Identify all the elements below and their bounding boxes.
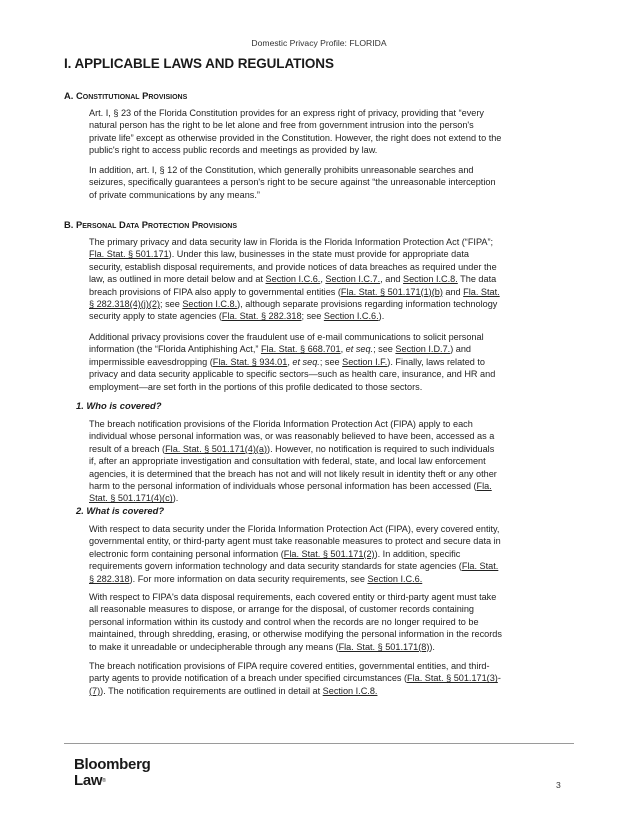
text-run: ). However, no notification is required to such individuals bbox=[267, 443, 495, 454]
text-line bbox=[89, 685, 565, 697]
citation-link[interactable]: Fla. Stat. § 501.171(4)(a) bbox=[165, 443, 268, 454]
text-run: ). bbox=[429, 641, 435, 652]
text-run: information (the “Florida Antiphishing Act,” bbox=[89, 344, 261, 355]
text-run: ; see bbox=[301, 311, 324, 322]
text-run: law, as outlined in more detail below and at bbox=[89, 274, 266, 285]
citation-link[interactable]: Section I.C.8. bbox=[322, 685, 378, 696]
paragraph-breach-notification bbox=[89, 660, 565, 697]
paragraph-data-disposal bbox=[89, 591, 565, 653]
text-run: Additional privacy provisions cover the fraudulent use of e-mail communications to solicit personal bbox=[89, 332, 484, 342]
citation-link[interactable]: Fla. Stat. § 501.171(3) bbox=[407, 673, 498, 684]
text-run: employment—are set forth in the portions of this profile dedicated to those sectors. bbox=[89, 381, 423, 392]
text-run: security, establish disposal requirements, and provide notices of data breaches as required under the bbox=[89, 261, 497, 272]
text-line bbox=[89, 591, 565, 603]
citation-link[interactable]: Fla. Stat. § 668.701 bbox=[260, 344, 341, 355]
heading-who-is-covered: 1. Who is covered? bbox=[76, 400, 162, 411]
text-run: - bbox=[497, 673, 501, 684]
text-line bbox=[89, 573, 565, 585]
text-run: With respect to FIPA's data disposal requirements, each covered entity or third-party agent must take bbox=[89, 592, 497, 602]
text-run: In addition, art. I, § 12 of the Constitution, which generally prohibits unreasonable searches and bbox=[89, 165, 474, 175]
heading-constitutional-provisions: A. Constitutional Provisions bbox=[64, 90, 188, 101]
text-line bbox=[89, 628, 565, 640]
text-line bbox=[89, 164, 565, 176]
text-line bbox=[89, 119, 565, 131]
italic-text: et seq. bbox=[345, 344, 374, 355]
text-line bbox=[89, 523, 565, 535]
text-run: ). For more information on data security requirements, see bbox=[129, 573, 368, 584]
text-run: , bbox=[340, 344, 346, 355]
text-line bbox=[89, 273, 565, 285]
text-run: , bbox=[320, 274, 326, 285]
text-line bbox=[89, 298, 565, 310]
text-run: private life” except as otherwise provided in the Constitution. However, the right does not extend to the bbox=[89, 132, 502, 143]
text-run: seizures, specifically guarantees a person's right to be secure against “the unreasonable interception bbox=[89, 177, 496, 188]
text-run: harm to the personal information of individuals whose personal information has been accessed ( bbox=[89, 481, 477, 492]
citation-link[interactable]: Fla. Stat. § 501.171(2) bbox=[283, 548, 375, 559]
text-run: ). The notification requirements are outlined in detail at bbox=[100, 685, 323, 696]
text-line bbox=[89, 480, 565, 492]
text-run: ). bbox=[172, 493, 179, 504]
text-line bbox=[89, 132, 565, 144]
citation-link[interactable]: Fla. Stat. § 934.01 bbox=[212, 356, 288, 367]
text-run: The primary privacy and data security law in Florida is the Florida Information Protection Act (“FIPA”; bbox=[89, 237, 494, 247]
text-line bbox=[89, 418, 565, 430]
citation-link[interactable]: Fla. Stat. bbox=[461, 561, 499, 572]
text-line bbox=[89, 430, 565, 442]
citation-link[interactable]: Stat. § 501.171(4)(c) bbox=[89, 493, 173, 504]
text-run: ) and bbox=[450, 344, 471, 355]
paragraph-data-security bbox=[89, 523, 565, 585]
text-line bbox=[89, 455, 565, 467]
text-run: ; see bbox=[319, 356, 343, 367]
text-run: impermissible eavesdropping ( bbox=[89, 356, 213, 367]
text-run: ). In addition, specific bbox=[374, 548, 461, 559]
text-line bbox=[89, 381, 565, 393]
heading-what-is-covered: 2. What is covered? bbox=[76, 505, 165, 516]
text-line bbox=[89, 189, 565, 201]
text-line bbox=[89, 603, 565, 615]
text-line bbox=[89, 492, 565, 504]
bloomberg-law-logo bbox=[74, 757, 150, 789]
text-run: breach provisions of FIPA also apply to governmental entities ( bbox=[89, 286, 341, 297]
text-line bbox=[89, 672, 565, 684]
citation-link[interactable]: Fla. Stat. § 501.171(8) bbox=[338, 641, 430, 652]
citation-link[interactable]: Section I.C.6. bbox=[367, 573, 423, 584]
citation-link[interactable]: Section I.C.7. bbox=[325, 274, 381, 285]
text-run: ). bbox=[378, 311, 385, 322]
citation-link[interactable]: Section I.C.6. bbox=[265, 274, 321, 285]
text-line bbox=[89, 641, 565, 653]
text-run: ; see bbox=[160, 299, 183, 310]
citation-link[interactable]: Fla. Stat. § 501.171 bbox=[89, 249, 169, 260]
section-title: I. APPLICABLE LAWS AND REGULATIONS bbox=[64, 56, 334, 71]
citation-link[interactable]: Section I.C.8. bbox=[182, 299, 238, 310]
text-line bbox=[89, 236, 565, 248]
text-run: , and bbox=[380, 274, 404, 285]
citation-link[interactable]: Section I.C.6. bbox=[323, 311, 379, 322]
citation-link[interactable]: Section I.D.7. bbox=[395, 344, 451, 355]
text-line bbox=[89, 548, 565, 560]
paragraph-art-i-12 bbox=[89, 164, 565, 201]
text-run: public's right to access public records and meetings as provided by law. bbox=[89, 145, 378, 156]
text-run: individual whose personal information was, or was reasonably believed to have been, accessed as a bbox=[89, 431, 495, 442]
text-run: electronic form containing personal information ( bbox=[89, 548, 284, 559]
registered-mark: ® bbox=[102, 778, 106, 784]
text-line bbox=[89, 368, 565, 380]
text-run: The breach notification provisions of the Florida Information Protection Act (FIPA) apply to each bbox=[89, 419, 473, 429]
text-line bbox=[89, 356, 565, 368]
text-run: governmental entity, or third-party agent must take reasonable measures to protect and secure data in bbox=[89, 536, 501, 547]
text-line bbox=[89, 261, 565, 273]
logo-line-law bbox=[74, 773, 150, 789]
logo-law-text: Law bbox=[74, 772, 103, 789]
text-line bbox=[89, 343, 565, 355]
text-line bbox=[89, 331, 565, 343]
text-line bbox=[89, 248, 565, 260]
text-run: of private communications by any means.” bbox=[89, 189, 260, 200]
text-run: ). Under this law, businesses in the state must provide for appropriate data bbox=[168, 249, 469, 260]
text-line bbox=[89, 107, 565, 119]
text-line bbox=[89, 443, 565, 455]
running-header: Domestic Privacy Profile: FLORIDA bbox=[251, 38, 387, 48]
text-line bbox=[89, 286, 565, 298]
citation-link[interactable]: Section I.F. bbox=[342, 356, 388, 367]
text-line bbox=[89, 616, 565, 628]
heading-personal-data-protection: B. Personal Data Protection Provisions bbox=[64, 219, 238, 230]
citation-link[interactable]: Fla. bbox=[476, 481, 492, 492]
text-run: , bbox=[287, 356, 293, 367]
text-line bbox=[89, 535, 565, 547]
text-run: result of a breach ( bbox=[89, 443, 166, 454]
text-run: ; see bbox=[373, 344, 396, 355]
text-run: if, after an appropriate investigation and consultation with federal, state, and local law enforcement bbox=[89, 456, 486, 467]
text-run: and bbox=[442, 286, 464, 297]
text-run: ), although separate provisions regarding information technology bbox=[237, 299, 498, 310]
citation-link[interactable]: Fla. Stat. bbox=[463, 286, 500, 297]
text-run: security apply to state agencies ( bbox=[89, 311, 222, 322]
text-run: With respect to data security under the Florida Information Protection Act (FIPA), every covered entity, bbox=[89, 524, 500, 534]
text-run: ). Finally, laws related to bbox=[387, 356, 485, 367]
text-run: privacy and data security applicable to specific sectors—such as health care, insurance, and HR and bbox=[89, 369, 496, 380]
text-run: natural person has the right to be let alone and free from government intrusion into the person's bbox=[89, 120, 474, 131]
text-line bbox=[89, 468, 565, 480]
citation-link[interactable]: Fla. Stat. § 501.171(1)(b) bbox=[340, 286, 443, 297]
text-run: Art. I, § 23 of the Florida Constitution provides for an express right of privacy, providing that “every bbox=[89, 108, 484, 118]
text-line bbox=[89, 144, 565, 156]
paragraph-fipa-overview bbox=[89, 236, 565, 323]
text-run: requirements govern information technology and data security standards for state agencies ( bbox=[89, 561, 462, 572]
paragraph-art-i-23 bbox=[89, 107, 565, 157]
text-line bbox=[89, 176, 565, 188]
citation-link[interactable]: Fla. Stat. § 282.318 bbox=[221, 311, 302, 322]
logo-line-bloomberg: Bloomberg bbox=[74, 756, 151, 773]
citation-link[interactable]: § 282.318 bbox=[89, 573, 130, 584]
citation-link[interactable]: (7) bbox=[89, 685, 101, 696]
page-number: 3 bbox=[556, 780, 561, 790]
text-line bbox=[89, 560, 565, 572]
text-line bbox=[89, 660, 565, 672]
citation-link[interactable]: Section I.C.8. bbox=[403, 274, 458, 285]
text-run: agencies, it is determined that the breach has not and will not likely result in identity theft or any other bbox=[89, 468, 497, 479]
italic-text: et seq. bbox=[292, 356, 320, 367]
text-run: party agents to provide notification of a breach under specified circumstances ( bbox=[89, 673, 408, 684]
text-run: all reasonable measures to dispose, or arrange for the disposal, of customer records containing bbox=[89, 604, 474, 615]
text-run: The breach notification provisions of FIPA require covered entities, governmental entities, and third- bbox=[89, 661, 490, 671]
text-run: personal information within its custody and control when the records are no longer required to be bbox=[89, 616, 479, 627]
paragraph-who-is-covered bbox=[89, 418, 565, 505]
paragraph-additional-provisions bbox=[89, 331, 565, 393]
text-line bbox=[89, 310, 565, 322]
text-run: maintained, through shredding, erasing, or otherwise modifying the personal information in the records bbox=[89, 629, 502, 640]
text-run: The data bbox=[457, 274, 497, 285]
text-run: to make it unreadable or undecipherable through any means ( bbox=[89, 641, 339, 652]
footer-divider bbox=[64, 743, 574, 744]
citation-link[interactable]: § 282.318(4)(j)(2) bbox=[89, 299, 161, 310]
